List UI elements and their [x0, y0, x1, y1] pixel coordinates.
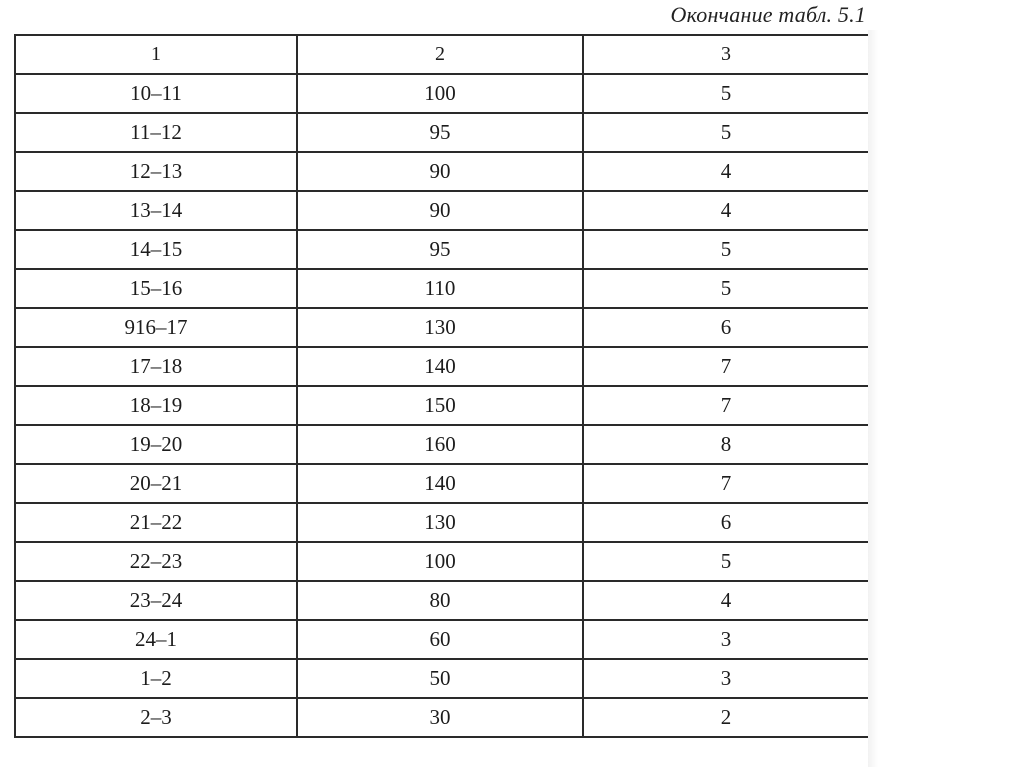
value-cell: 7 — [583, 386, 869, 425]
value-cell: 4 — [583, 581, 869, 620]
table-row — [15, 191, 869, 230]
table-row — [15, 425, 869, 464]
value-cell: 5 — [583, 74, 869, 113]
table-caption: Окончание табл. 5.1 — [670, 2, 866, 27]
table-row — [15, 581, 869, 620]
time-interval-cell: 15–16 — [15, 269, 297, 308]
table-row — [15, 113, 869, 152]
table-row — [15, 269, 869, 308]
time-interval-cell: 13–14 — [15, 191, 297, 230]
value-cell: 7 — [583, 464, 869, 503]
table-row — [15, 386, 869, 425]
value-cell: 150 — [297, 386, 583, 425]
value-cell: 5 — [583, 230, 869, 269]
table-row — [15, 659, 869, 698]
data-table — [14, 34, 870, 738]
time-interval-cell: 916–17 — [15, 308, 297, 347]
value-cell: 5 — [583, 269, 869, 308]
value-cell: 90 — [297, 152, 583, 191]
value-cell: 100 — [297, 74, 583, 113]
value-cell: 5 — [583, 113, 869, 152]
value-cell: 4 — [583, 152, 869, 191]
table-body — [15, 74, 869, 737]
value-cell: 140 — [297, 347, 583, 386]
time-interval-cell: 12–13 — [15, 152, 297, 191]
value-cell: 95 — [297, 230, 583, 269]
value-cell: 130 — [297, 503, 583, 542]
value-cell: 6 — [583, 503, 869, 542]
value-cell: 90 — [297, 191, 583, 230]
column-header-3: 3 — [583, 35, 869, 74]
table-row — [15, 620, 869, 659]
value-cell: 95 — [297, 113, 583, 152]
value-cell: 100 — [297, 542, 583, 581]
column-header-2: 2 — [297, 35, 583, 74]
time-interval-cell: 19–20 — [15, 425, 297, 464]
time-interval-cell: 14–15 — [15, 230, 297, 269]
table-row — [15, 542, 869, 581]
time-interval-cell: 21–22 — [15, 503, 297, 542]
value-cell: 50 — [297, 659, 583, 698]
time-interval-cell: 18–19 — [15, 386, 297, 425]
value-cell: 30 — [297, 698, 583, 737]
value-cell: 8 — [583, 425, 869, 464]
value-cell: 3 — [583, 659, 869, 698]
time-interval-cell: 23–24 — [15, 581, 297, 620]
value-cell: 7 — [583, 347, 869, 386]
value-cell: 80 — [297, 581, 583, 620]
value-cell: 130 — [297, 308, 583, 347]
time-interval-cell: 17–18 — [15, 347, 297, 386]
time-interval-cell: 20–21 — [15, 464, 297, 503]
value-cell: 6 — [583, 308, 869, 347]
table-row — [15, 74, 869, 113]
table-row — [15, 347, 869, 386]
value-cell: 60 — [297, 620, 583, 659]
table-row — [15, 503, 869, 542]
table-row — [15, 308, 869, 347]
value-cell: 140 — [297, 464, 583, 503]
time-interval-cell: 2–3 — [15, 698, 297, 737]
value-cell: 110 — [297, 269, 583, 308]
table-row — [15, 698, 869, 737]
value-cell: 160 — [297, 425, 583, 464]
value-cell: 2 — [583, 698, 869, 737]
table-row — [15, 152, 869, 191]
value-cell: 5 — [583, 542, 869, 581]
column-header-1: 1 — [15, 35, 297, 74]
time-interval-cell: 10–11 — [15, 74, 297, 113]
time-interval-cell: 22–23 — [15, 542, 297, 581]
time-interval-cell: 1–2 — [15, 659, 297, 698]
page-edge-shadow — [868, 30, 878, 767]
value-cell: 4 — [583, 191, 869, 230]
time-interval-cell: 24–1 — [15, 620, 297, 659]
table-row — [15, 230, 869, 269]
table-header-row — [15, 35, 869, 74]
time-interval-cell: 11–12 — [15, 113, 297, 152]
value-cell: 3 — [583, 620, 869, 659]
table-row — [15, 464, 869, 503]
